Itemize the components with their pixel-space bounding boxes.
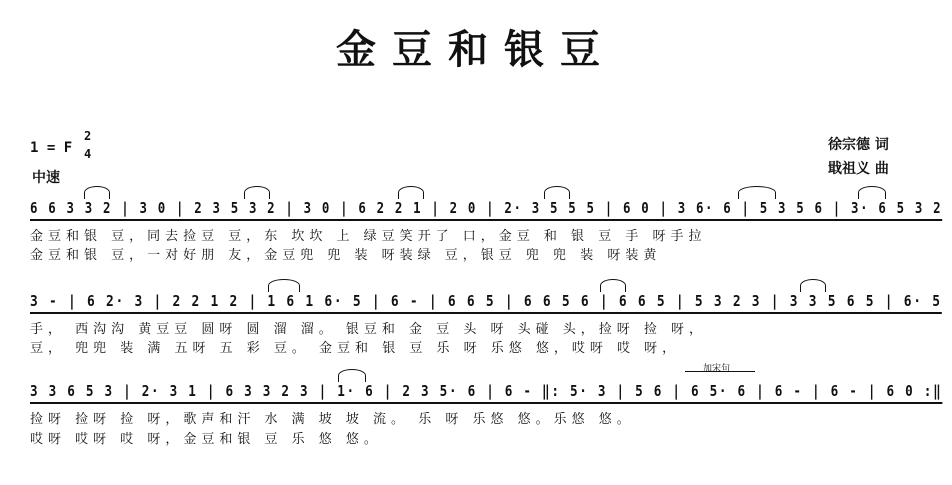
notation-line-1: 6 6 3 3 2 | 3 0 | 2 3 5 3 2 | 3 0 | 6 2 2 1 | 2 0 | 2· 3 5 5 5 | 6 0 | 3 6· 6 | 5 3 5 6 | 3· 6 5 3 2 [30, 199, 942, 221]
slur-mark [398, 186, 424, 199]
slur-mark [268, 279, 300, 292]
slur-mark [858, 186, 886, 199]
lyric-line-3-verse-2: 哎呀 哎呀 哎 呀，金豆和银 豆 乐 悠 悠。 [30, 432, 382, 447]
key-signature: 1 = F [30, 140, 73, 156]
slur-mark [544, 186, 570, 199]
time-signature-top: 2 [84, 129, 92, 143]
slur-mark [244, 186, 270, 199]
time-signature-bottom: 4 [84, 147, 92, 161]
slur-mark [338, 369, 366, 382]
lyric-line-2-verse-2: 豆， 兜兜 装 满 五呀 五 彩 豆。 金豆和 银 豆 乐 呀 乐悠 悠，哎呀 哎 呀， [30, 341, 681, 356]
lyric-line-1-verse-1: 金豆和银 豆，同去捡豆 豆，东 坎坎 上 绿豆笑开了 口，金豆 和 银 豆 手 呀手拉 [30, 229, 707, 244]
composer-credit: 戢祖义 曲 [828, 161, 889, 177]
slur-mark [600, 279, 626, 292]
song-title: 金豆和银豆 [336, 26, 616, 73]
tempo-marking: 中速 [32, 170, 60, 186]
lyric-line-1-verse-2: 金豆和银 豆，一对好朋 友，金豆兜 兜 装 呀装绿 豆，银豆 兜 兜 装 呀装黄 [30, 248, 662, 263]
lyric-line-3-verse-1: 捡呀 捡呀 捡 呀，歌声和汗 水 满 坡 坡 流。 乐 呀 乐悠 悠。乐悠 悠。 [30, 412, 635, 427]
notation-line-3: 3 3 6 5 3 | 2· 3 1 | 6 3 3 2 3 | 1· 6 | 2 3 5· 6 | 6 - ‖: 5· 3 | 5 6 | 6 5· 6 | 6 - | 6 - | 6 0 :‖ [30, 382, 942, 404]
segment-label: 加宋句 [703, 364, 731, 374]
slur-mark [738, 186, 776, 199]
slur-mark [800, 279, 826, 292]
slur-mark [84, 186, 110, 199]
lyric-line-2-verse-1: 手， 西沟沟 黄豆豆 圆呀 圆 溜 溜。 银豆和 金 豆 头 呀 头碰 头，捡呀 捡 呀， [30, 322, 707, 337]
lyricist-credit: 徐宗德 词 [828, 137, 889, 153]
notation-line-2: 3 - | 6 2· 3 | 2 2 1 2 | 1 6 1 6· 5 | 6 - | 6 6 5 | 6 6 5 6 | 6 6 5 | 5 3 2 3 | 3 3 5 6 5 | 6· 5 [30, 292, 942, 314]
